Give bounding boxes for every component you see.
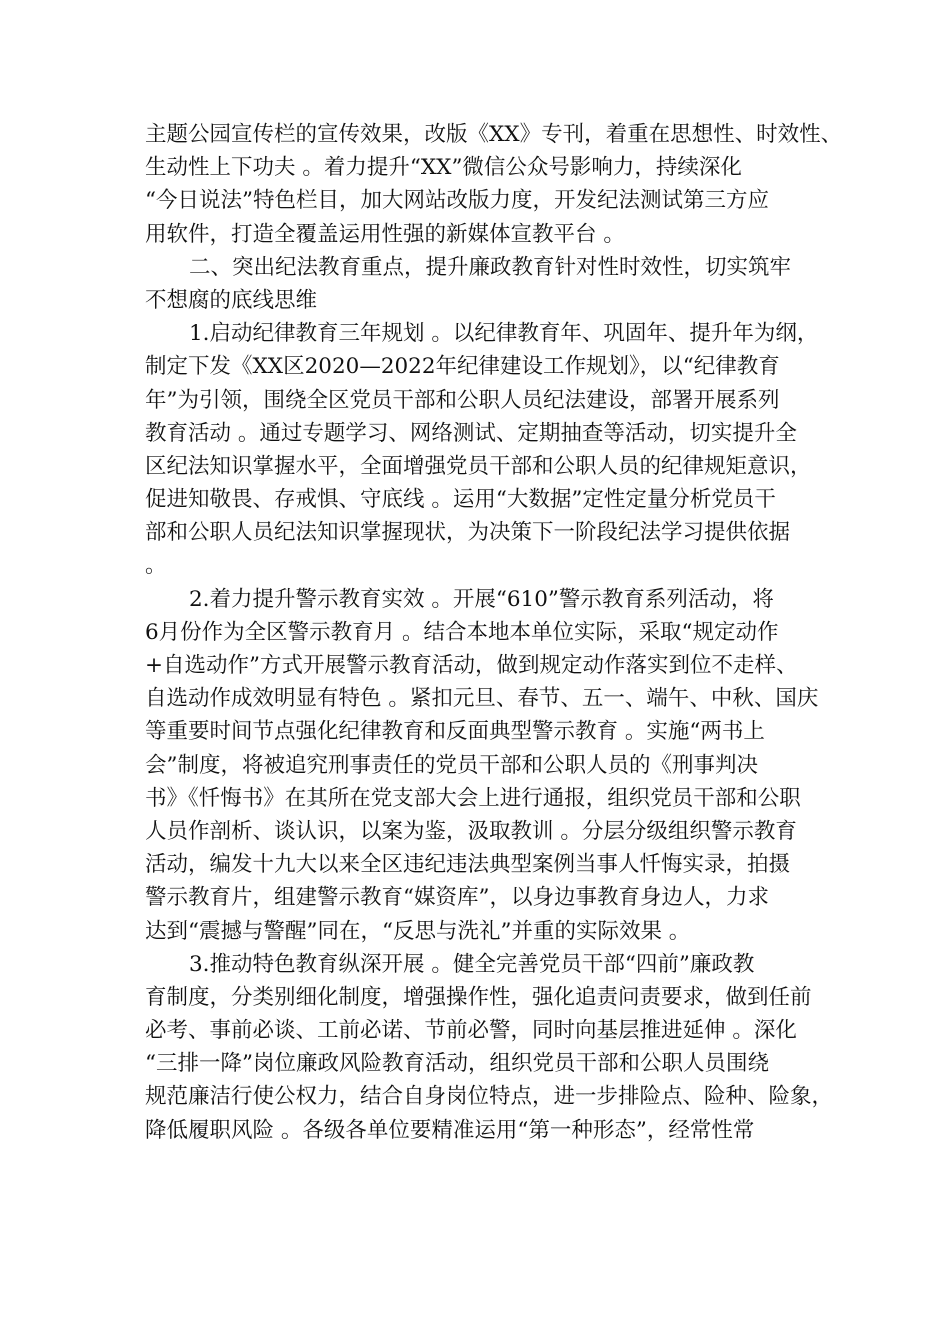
text-line: 达到“震撼与警醒”同在，“反思与洗礼”并重的实际效果 。 [145, 918, 691, 944]
text-line: 促进知敬畏、存戒惧、守底线 。运用“大数据”定性定量分析党员干 [145, 487, 776, 513]
text-line: 部和公职人员纪法知识掌握现状，为决策下一阶段纪法学习提供依据 [145, 520, 791, 546]
text-line: 区纪法知识掌握水平，全面增强党员干部和公职人员的纪律规矩意识， [145, 453, 812, 479]
text-line: +自选动作”方式开展警示教育活动，做到规定动作落实到位不走样、 [145, 653, 798, 678]
text-line: 年”为引领，围绕全区党员干部和公职人员纪法建设，部署开展系列 [145, 387, 780, 413]
text-line: 制定下发《XX区2020—2022年纪律建设工作规划》，以“纪律教育 [145, 354, 780, 380]
text-line: 主题公园宣传栏的宣传效果，改版《XX》专刊，着重在思想性、时效性、 [145, 122, 843, 147]
text-line: 会”制度，将被追究刑事责任的党员干部和公职人员的《刑事判决 [145, 752, 758, 778]
text-line: 必考、事前必谈、工前必诺、节前必警，同时向基层推进延伸 。深化 [145, 1018, 797, 1044]
text-line: 教育活动 。通过专题学习、网络测试、定期抽查等活动，切实提升全 [145, 420, 797, 446]
text-line: “今日说法”特色栏目，加大网站改版力度，开发纪法测试第三方应 [145, 188, 769, 214]
text-line: 书》《忏悔书》在其所在党支部大会上进行通报，组织党员干部和公职 [145, 785, 801, 811]
section-heading-line: 二、突出纪法教育重点，提升廉政教育针对性时效性，切实筑牢 [189, 254, 792, 280]
text-line: 6月份作为全区警示教育月 。结合本地本单位实际，采取“规定动作 [145, 619, 779, 645]
text-line: 自选动作成效明显有特色 。紧扣元旦、春节、五一、端午、中秋、国庆 [145, 686, 819, 712]
text-line: 活动，编发十九大以来全区违纪违法典型案例当事人忏悔实录，拍摄 [145, 852, 791, 878]
text-line: 等重要时间节点强化纪律教育和反面典型警示教育 。实施“两书上 [145, 719, 765, 745]
text-line: 。 [145, 553, 167, 579]
text-line: 规范廉洁行使公权力，结合自身岗位特点，进一步排险点、险种、险象， [145, 1084, 834, 1110]
paragraph-first-line: 1.启动纪律教育三年规划 。以纪律教育年、巩固年、提升年为纲， [189, 321, 819, 347]
section-heading-line: 不想腐的底线思维 [145, 287, 318, 313]
text-line: 降低履职风险 。各级各单位要精准运用“第一种形态”，经常性常 [145, 1117, 755, 1143]
paragraph-first-line: 3.推动特色教育纵深开展 。健全完善党员干部“四前”廉政教 [189, 951, 755, 977]
text-line: 育制度，分类别细化制度，增强操作性，强化追责问责要求，做到任前 [145, 984, 812, 1010]
text-line: 人员作剖析、谈认识，以案为鉴，汲取教训 。分层分级组织警示教育 [145, 818, 797, 844]
text-line: 用软件，打造全覆盖运用性强的新媒体宣教平台 。 [145, 221, 625, 247]
paragraph-first-line: 2.着力提升警示教育实效 。开展“610”警示教育系列活动，将 [189, 586, 774, 612]
text-line: 警示教育片，组建警示教育“媒资库”，以身边事教育身边人，力求 [145, 885, 769, 911]
text-line: “三排一降”岗位廉政风险教育活动，组织党员干部和公职人员围绕 [145, 1051, 769, 1077]
document-body [145, 118, 843, 1147]
text-line: 生动性上下功夫 。着力提升“XX”微信公众号影响力，持续深化 [145, 155, 742, 181]
